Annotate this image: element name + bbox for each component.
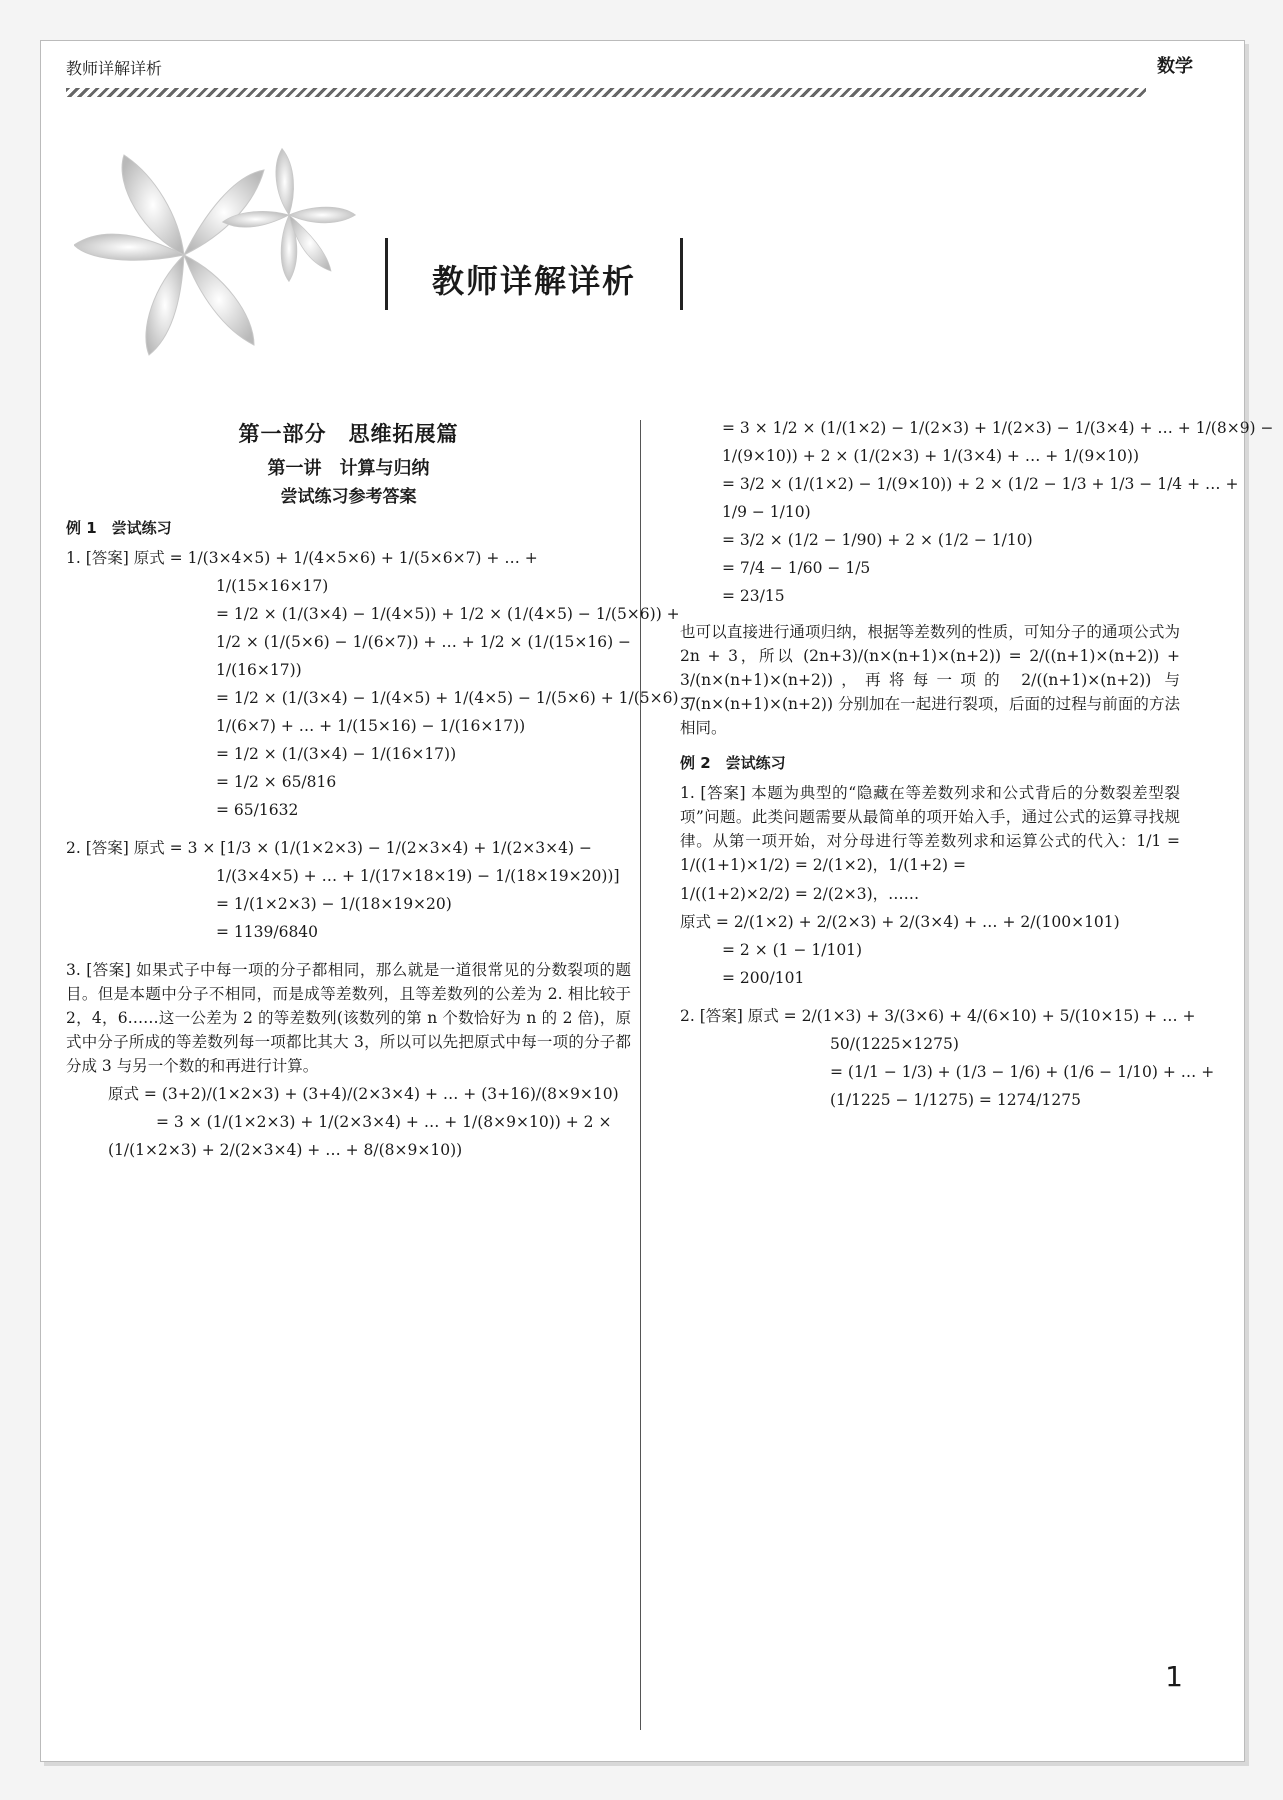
answer-subtitle: 尝试练习参考答案 — [280, 487, 417, 508]
answer-1-line: 1/(6×7) + … + 1/(15×16) − 1/(16×17)) — [216, 717, 526, 736]
right-column — [680, 412, 1274, 1116]
answer-2-line: 2. [答案] 原式 = 3 × [1/3 × (1/(1×2×3) − 1/(2×3×4) + 1/(2×3×4) − — [66, 839, 592, 858]
header-left-title: 教师详解详析 — [66, 59, 163, 78]
left-column — [66, 412, 697, 1166]
answer-1-line: = 1/2 × (1/(3×4) − 1/(4×5)) + 1/2 × (1/(4×5) − 1/(5×6)) + — [216, 605, 680, 624]
answer-1-line: 1. [答案] 原式 = 1/(3×4×5) + 1/(4×5×6) + 1/(5×6×7) + … + — [66, 549, 538, 568]
general-term-paragraph: 也可以直接进行通项归纳，根据等差数列的性质，可知分子的通项公式为 2n + 3，所以 (2n+3)/(n×(n+1)×(n+2)) = 2/((n+1)×(n+2)) + 3/(n×(n+1)×(n+2))，再将每一项的 2/((n+1)×(n+2)) 与 3/(n×(n+1)×(n+2)) 分别加在一起进行裂项，后面的过程与前面的方法相同。 — [680, 623, 1180, 738]
continued-line: = 7/4 − 1/60 − 1/5 — [722, 559, 871, 578]
page-number: 1 — [1165, 1660, 1183, 1693]
header-hatch-divider — [66, 88, 1146, 97]
answer-3-paragraph: 3. [答案] 如果式子中每一项的分子都相同，那么就是一道很常见的分数裂项的题目。但是本题中分子不相同，而是成等差数列，且等差数列的公差为 2. 相比较于 2，4，6……这一公差为 2 的等差数列(该数列的第 n 个数恰好为 n 的 2 倍)，原式中分子所成的等差数列每一项都比其大 3，所以可以先把原式中每一项的分子都分成 3 与另一个数的和再进行计算。 — [66, 961, 631, 1076]
continued-line: = 23/15 — [722, 587, 785, 606]
answer-1-line: 1/2 × (1/(5×6) − 1/(6×7)) + … + 1/2 × (1/(15×16) − — [216, 633, 632, 652]
answer-1-line: 1/(15×16×17) — [216, 577, 329, 596]
answer-1-line: = 1/2 × (1/(3×4) − 1/(4×5) + 1/(4×5) − 1/(5×6) + 1/(5×6) − — [216, 689, 697, 708]
banner-title: 教师详解详析 — [431, 262, 636, 300]
continued-line: = 3/2 × (1/(1×2) − 1/(9×10)) + 2 × (1/2 − 1/3 + 1/3 − 1/4 + … + — [722, 475, 1239, 494]
answer-2-line: = 1139/6840 — [216, 923, 319, 942]
example-2-answer-2-line: 2. [答案] 原式 = 2/(1×3) + 3/(3×6) + 4/(6×10) + 5/(10×15) + … + — [680, 1006, 1196, 1025]
answer-2-line: 1/(3×4×5) + … + 1/(17×18×19) − 1/(18×19×20))] — [216, 867, 620, 886]
example-2-answer-2-line: = (1/1 − 1/3) + (1/3 − 1/6) + (1/6 − 1/10) + … + — [830, 1062, 1215, 1081]
example-2-answer-1-line: 1/((1+2)×2/2) = 2/(2×3)，…… — [680, 884, 920, 903]
answer-1-line: = 1/2 × 65/816 — [216, 773, 337, 792]
continued-line: = 3/2 × (1/2 − 1/90) + 2 × (1/2 − 1/10) — [722, 531, 1033, 550]
example-2-answer-1-line: = 200/101 — [722, 968, 805, 987]
answer-1-line: = 65/1632 — [216, 801, 299, 820]
flower-decoration-icon — [74, 140, 374, 370]
answer-3-line: 原式 = (3+2)/(1×2×3) + (3+4)/(2×3×4) + … + (3+16)/(8×9×10) — [108, 1085, 619, 1104]
example-2-answer-2-line: (1/1225 − 1/1275) = 1274/1275 — [830, 1090, 1081, 1109]
answer-1-line: = 1/2 × (1/(3×4) − 1/(16×17)) — [216, 745, 457, 764]
answer-2-line: = 1/(1×2×3) − 1/(18×19×20) — [216, 895, 452, 914]
example-2-answer-1-line: = 2 × (1 − 1/101) — [722, 940, 863, 959]
header-subject: 数学 — [1157, 56, 1193, 77]
part-heading: 第一部分 思维拓展篇 — [238, 422, 459, 446]
example-2-answer-1-line: 原式 = 2/(1×2) + 2/(2×3) + 2/(3×4) + … + 2/(100×101) — [680, 912, 1120, 931]
continued-line: 1/(9×10)) + 2 × (1/(2×3) + 1/(3×4) + … + 1/(9×10)) — [722, 447, 1139, 466]
answer-3-line: (1/(1×2×3) + 2/(2×3×4) + … + 8/(8×9×10)) — [108, 1141, 463, 1160]
example-2-answer-2-line: 50/(1225×1275) — [830, 1034, 959, 1053]
continued-line: = 3 × 1/2 × (1/(1×2) − 1/(2×3) + 1/(2×3) − 1/(3×4) + … + 1/(8×9) − — [722, 419, 1274, 437]
lecture-heading: 第一讲 计算与归纳 — [267, 457, 430, 479]
continued-line: 1/9 − 1/10) — [722, 503, 811, 522]
banner — [385, 238, 683, 310]
example-2-answer-1-paragraph: 1. [答案] 本题为典型的“隐藏在等差数列求和公式背后的分数裂差型裂项”问题。此类问题需要从最简单的项开始入手，通过公式的运算寻找规律。从第一项开始，对分母进行等差数列求和运算公式的代入：1/1 = 1/((1+1)×1/2) = 2/(1×2)，1/(1+2) = — [680, 784, 1180, 875]
example-1-heading: 例 1 尝试练习 — [66, 518, 172, 537]
answer-1-line: 1/(16×17)) — [216, 661, 302, 680]
answer-3-line: = 3 × (1/(1×2×3) + 1/(2×3×4) + … + 1/(8×9×10)) + 2 × — [156, 1113, 612, 1132]
example-2-heading: 例 2 尝试练习 — [680, 754, 786, 773]
